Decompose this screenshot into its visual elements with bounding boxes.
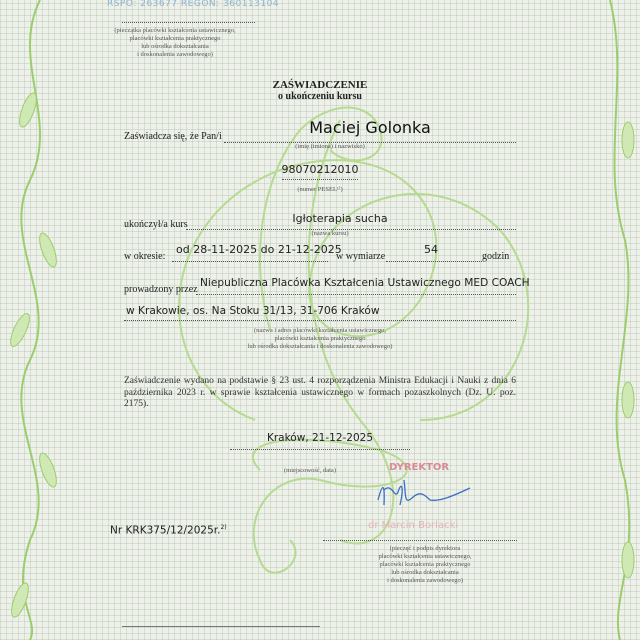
pesel-caption: (numer PESEL¹⁾) — [297, 186, 343, 193]
signature-caption: (pieczęć i podpis dyrektora placówki kształcenia ustawicznego, placówki kształcenia praktycznego lub ośrodka dokształcania i doskonalenia zawodowego) — [378, 545, 472, 584]
course-name: Igłoterapia sucha — [292, 212, 388, 225]
period-label: w okresie: — [124, 251, 166, 262]
organizer-caption: (nazwa i adres placówki kształcenia ustawicznego, placówki kształcenia praktycznego lub ośrodka dokształcania i doskonalenia zawodowego) — [247, 327, 393, 350]
place-date: Kraków, 21-12-2025 — [266, 432, 374, 444]
organizer-address: w Krakowie, os. Na Stoku 31/13, 31-706 Kraków — [126, 305, 380, 317]
hours-label: w wymiarze — [336, 251, 386, 262]
stamp-caption: (pieczątka placówki kształcenia ustawicznego, placówki kształcenia praktycznego lub ośrodka dokształcania i doskonalenia zawodowego) — [114, 27, 236, 58]
document-title: ZAŚWIADCZENIE — [272, 79, 368, 91]
footnote-separator — [122, 626, 320, 627]
organizer-label: prowadzony przez — [124, 284, 198, 295]
organizer-name: Niepubliczna Placówka Kształcenia Ustawicznego MED COACH — [200, 277, 530, 289]
pesel: 98070212010 — [281, 163, 359, 176]
stamp-director-name: dr Marcin Borlacki — [368, 520, 459, 531]
course-caption: (nazwa kursu) — [311, 230, 349, 237]
course-hours: 54 — [424, 243, 438, 256]
document-subtitle: o ukończeniu kursu — [278, 91, 362, 102]
certificate-number: Nr KRK375/12/2025r.$^{2)}$ — [110, 524, 227, 537]
place-date-caption: (miejscowość, data) — [284, 467, 336, 474]
person-label: Zaświadcza się, że Pan/i — [124, 131, 222, 142]
stamp-director-title: DYREKTOR — [389, 462, 450, 473]
course-period: od 28-11-2025 do 21-12-2025 — [176, 243, 342, 256]
hours-unit: godzin — [482, 251, 510, 262]
name-caption: (imię (imiona) i nazwisko) — [295, 143, 365, 150]
registry-numbers: RSPO: 263677 REGON: 360113104 — [107, 0, 280, 9]
legal-basis: Zaświadczenie wydano na podstawie § 23 ust. 4 rozporządzenia Ministra Edukacji i Nauki z dnia 6 października 2023 r. w sprawie kształcenia ustawicznego w formach pozaszkolnych (Dz. U. poz. 2175). — [124, 376, 516, 409]
person-name: Maciej Golonka — [309, 118, 431, 137]
course-label: ukończył/a kurs — [124, 219, 188, 230]
